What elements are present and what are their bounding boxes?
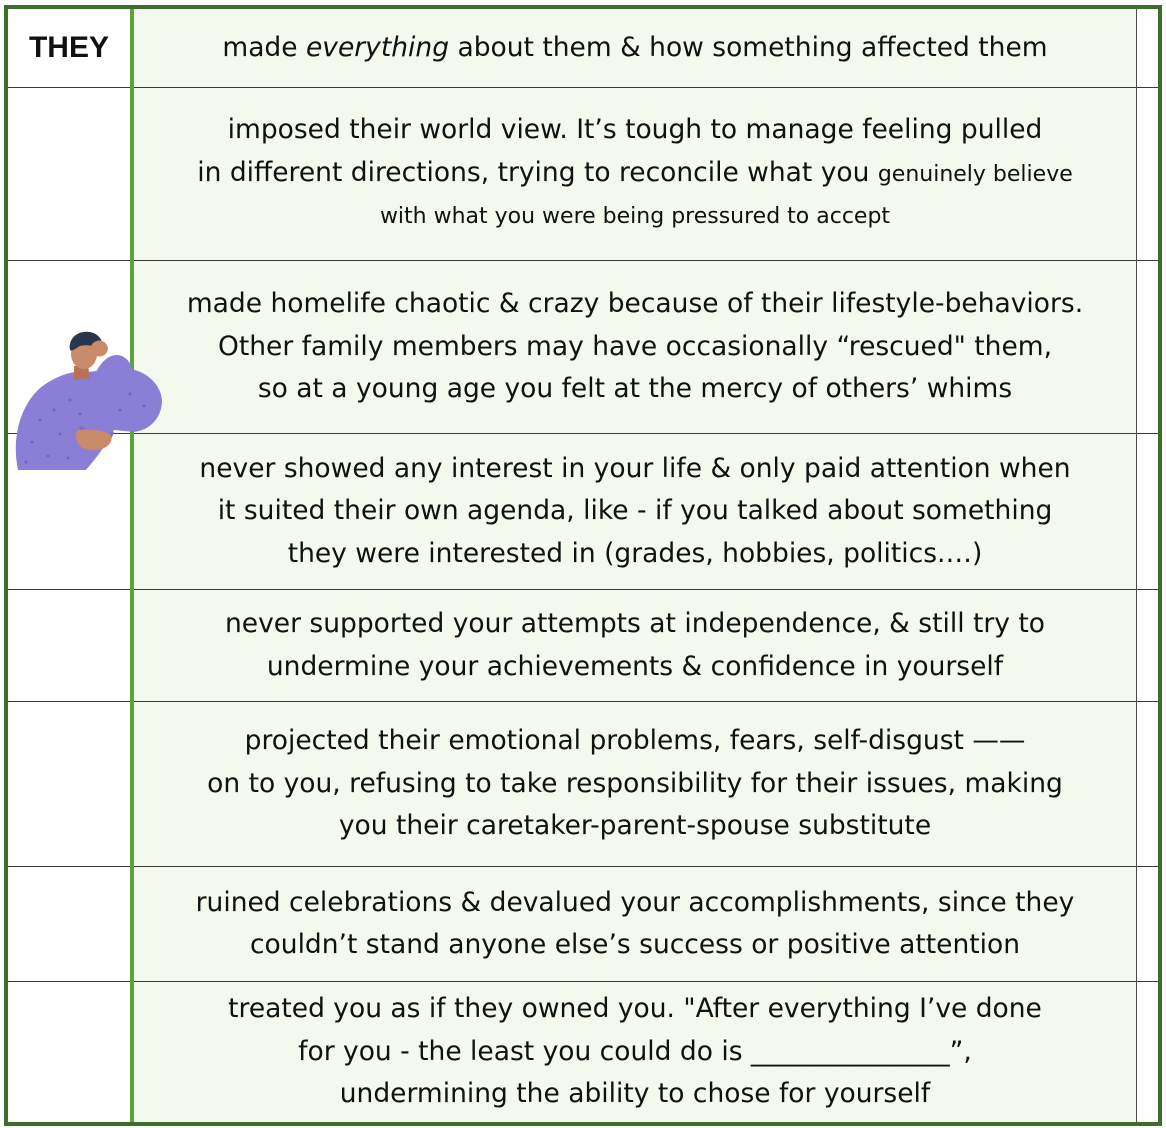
they-table	[4, 5, 1162, 1126]
statement-line: it suited their own agenda, like - if you talked about something	[217, 495, 1053, 527]
statement-line: couldn’t stand anyone else’s success or positive attention	[249, 929, 1020, 960]
row-divider	[8, 433, 1158, 434]
statement-line: never supported your attempts at independence, & still try to	[225, 608, 1045, 639]
statement-line: treated you as if they owned you. "After everything I’ve done	[228, 993, 1042, 1025]
row-divider	[8, 260, 1158, 261]
statement-line-small: with what you were being pressured to accept	[379, 204, 891, 230]
statement-row-6	[134, 702, 1136, 866]
row-divider	[8, 87, 1158, 88]
statement-line-small: genuinely believe	[877, 161, 1073, 187]
statement-row-7	[134, 867, 1136, 981]
statement-line: Other family members may have occasionally “rescued" them,	[217, 330, 1053, 362]
row-divider	[8, 701, 1158, 702]
statement-line: on to you, refusing to take responsibility for their issues, making	[207, 767, 1063, 799]
row-divider	[8, 981, 1158, 982]
statement-line: they were interested in (grades, hobbies, politics.…)	[287, 537, 983, 569]
statement-line: so at a young age you felt at the mercy of others’ whims	[257, 373, 1013, 405]
statement-row-2	[134, 88, 1136, 260]
statement-line: you their caretaker-parent-spouse substitute	[338, 810, 932, 842]
statement-line: made homelife chaotic & crazy because of their lifestyle-behaviors.	[186, 288, 1084, 320]
statement-line: imposed their world view. It’s tough to manage feeling pulled	[227, 114, 1043, 146]
statement-line: undermine your achievements & confidence in yourself	[266, 650, 1004, 682]
statement-row-4	[134, 434, 1136, 589]
statement-line: in different directions, trying to reconcile what you	[197, 156, 878, 188]
row-divider	[8, 589, 1158, 590]
statement-row-5	[134, 590, 1136, 701]
statement-line: ruined celebrations & devalued your accomplishments, since they	[195, 886, 1075, 918]
statement-line: never showed any interest in your life & only paid attention when	[199, 452, 1071, 484]
statement-line: for you - the least you could do is _______________”,	[298, 1035, 972, 1067]
right-column-divider	[1136, 9, 1137, 1122]
row-divider	[8, 866, 1158, 867]
they-header-label: THEY	[28, 31, 109, 64]
green-column-divider	[130, 9, 134, 1122]
statement-row-8	[134, 982, 1136, 1122]
statement-row-1: made everything about them & how something affected them	[134, 9, 1136, 87]
thinking-person-illustration	[10, 330, 162, 476]
statement-line: projected their emotional problems, fears, self-disgust ——	[244, 725, 1026, 757]
statement-row-3	[134, 261, 1136, 433]
statement-line: undermining the ability to chose for yourself	[339, 1078, 931, 1110]
